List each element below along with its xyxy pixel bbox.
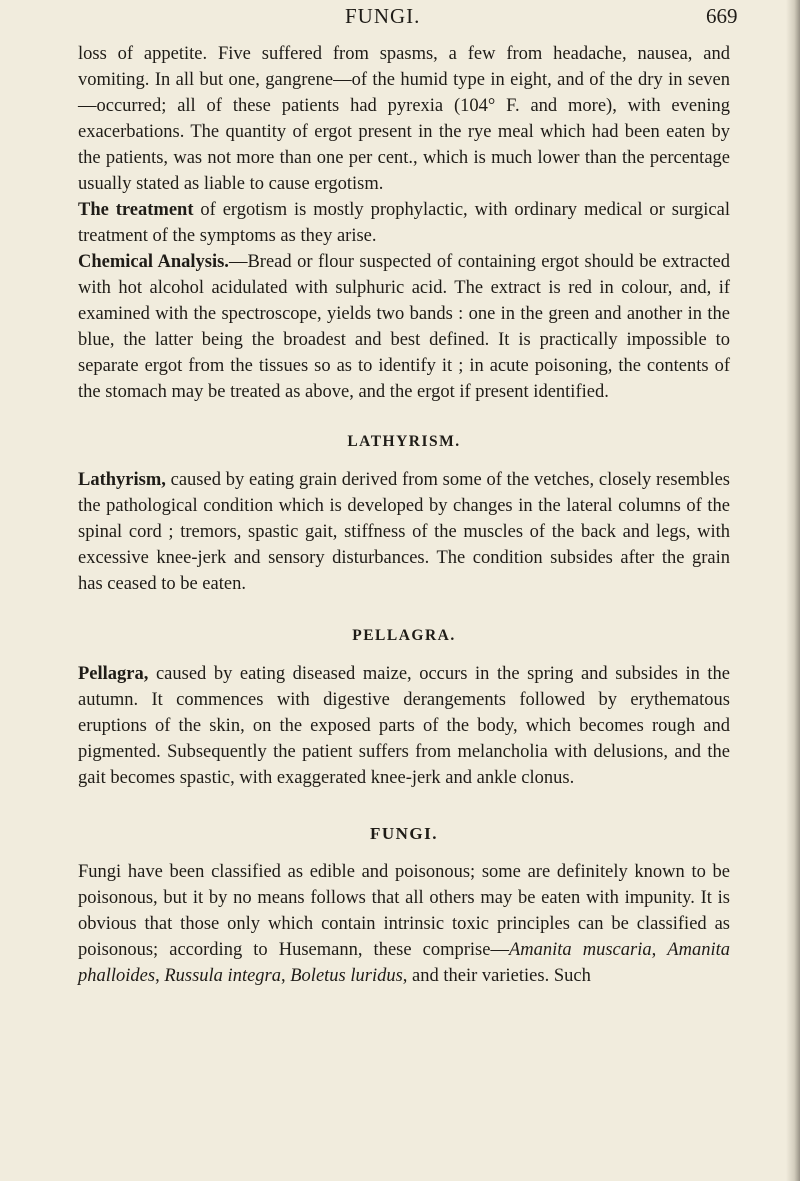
- species-separator: ,: [651, 940, 668, 960]
- analysis-text: —Bread or flour suspected of containing ergot should be extracted with hot alcohol acidulated with sulphuric acid. The extract is red in colour, and, if examined with the spectroscope, yields two bands : one in the green and another in the blue, the latter being the broadest and best defined. It is practically impossible to separate ergot from the tissues so as to identify it ; in acute poisoning, the contents of the stomach may be treated as above, and the ergot if present identified.: [78, 252, 731, 402]
- pellagra-paragraph: [78, 661, 730, 791]
- lathyrism-lead: Lathyrism,: [78, 470, 166, 490]
- page-number: 669: [706, 4, 738, 28]
- species-separator: ,: [281, 966, 291, 986]
- lathyrism-paragraph: [78, 467, 730, 597]
- pellagra-lead: Pellagra,: [78, 664, 149, 684]
- pellagra-text: caused by eating diseased maize, occurs in the spring and subsides in the autumn. It commences with digestive derangements followed by erythematous eruptions of the skin, on the exposed parts of the body, which becomes rough and pigmented. Subsequently the patient suffers from melancholia with delusions, and the gait becomes spastic, with exaggerated knee-jerk and ankle clonus.: [78, 664, 730, 788]
- pellagra-heading: PELLAGRA.: [352, 627, 456, 644]
- fungi-paragraph: [78, 859, 730, 989]
- species-amanita-muscaria: Amanita muscaria: [508, 940, 652, 960]
- page-edge-shadow: [786, 0, 800, 1181]
- fungi-text-start: Fungi have been classified as edible and poisonous; some are definitely known to be poisonous, but it by no means follows that all others may be eaten with impunity. It is obvious that those only which contain intrinsic toxic principles can be classified as poisonous; according to Husemann, these comprise—: [78, 862, 730, 960]
- fungi-text-end: , and their varieties. Such: [402, 966, 591, 986]
- species-amanita-phalloides: Amanita phalloides: [78, 940, 730, 986]
- lathyrism-text: caused by eating grain derived from some of the vetches, closely resembles the pathological condition which is developed by changes in the lateral columns of the spinal cord ; tremors, spastic gait, stiffness of the muscles of the back and legs, with excessive knee-jerk and sensory disturbances. The condition subsides after the grain has ceased to be eaten.: [78, 470, 730, 594]
- fungi-heading: FUNGI.: [369, 824, 439, 843]
- running-head: [0, 4, 800, 34]
- treatment-text: of ergotism is mostly prophylactic, with ordinary medical or surgical treatment of the symptoms as they arise.: [78, 200, 730, 246]
- running-head-title: FUNGI.: [345, 4, 421, 28]
- ergotism-paragraph-treatment: [78, 197, 730, 249]
- analysis-lead: Chemical Analysis.: [78, 252, 229, 272]
- ergotism-paragraph-symptoms: loss of appetite. Five suffered from spasms, a few from headache, nausea, and vomiting. In all but one, gangrene—of the humid type in eight, and of the dry in seven—occurred; all of these patients had pyrexia (104° F. and more), with evening exacerbations. The quantity of ergot present in the rye meal which had been eaten by the patients, was not more than one per cent., which is much lower than the percentage usually stated as liable to cause ergotism.: [78, 44, 730, 194]
- species-boletus-luridus: Boletus luridus: [290, 966, 403, 986]
- lathyrism-heading: LATHYRISM.: [347, 433, 461, 450]
- body-text: [78, 41, 730, 989]
- species-separator: ,: [155, 966, 165, 986]
- species-russula-integra: Russula integra: [164, 966, 281, 986]
- treatment-lead: The treatment: [78, 200, 194, 220]
- ergotism-paragraph-analysis: [78, 249, 730, 405]
